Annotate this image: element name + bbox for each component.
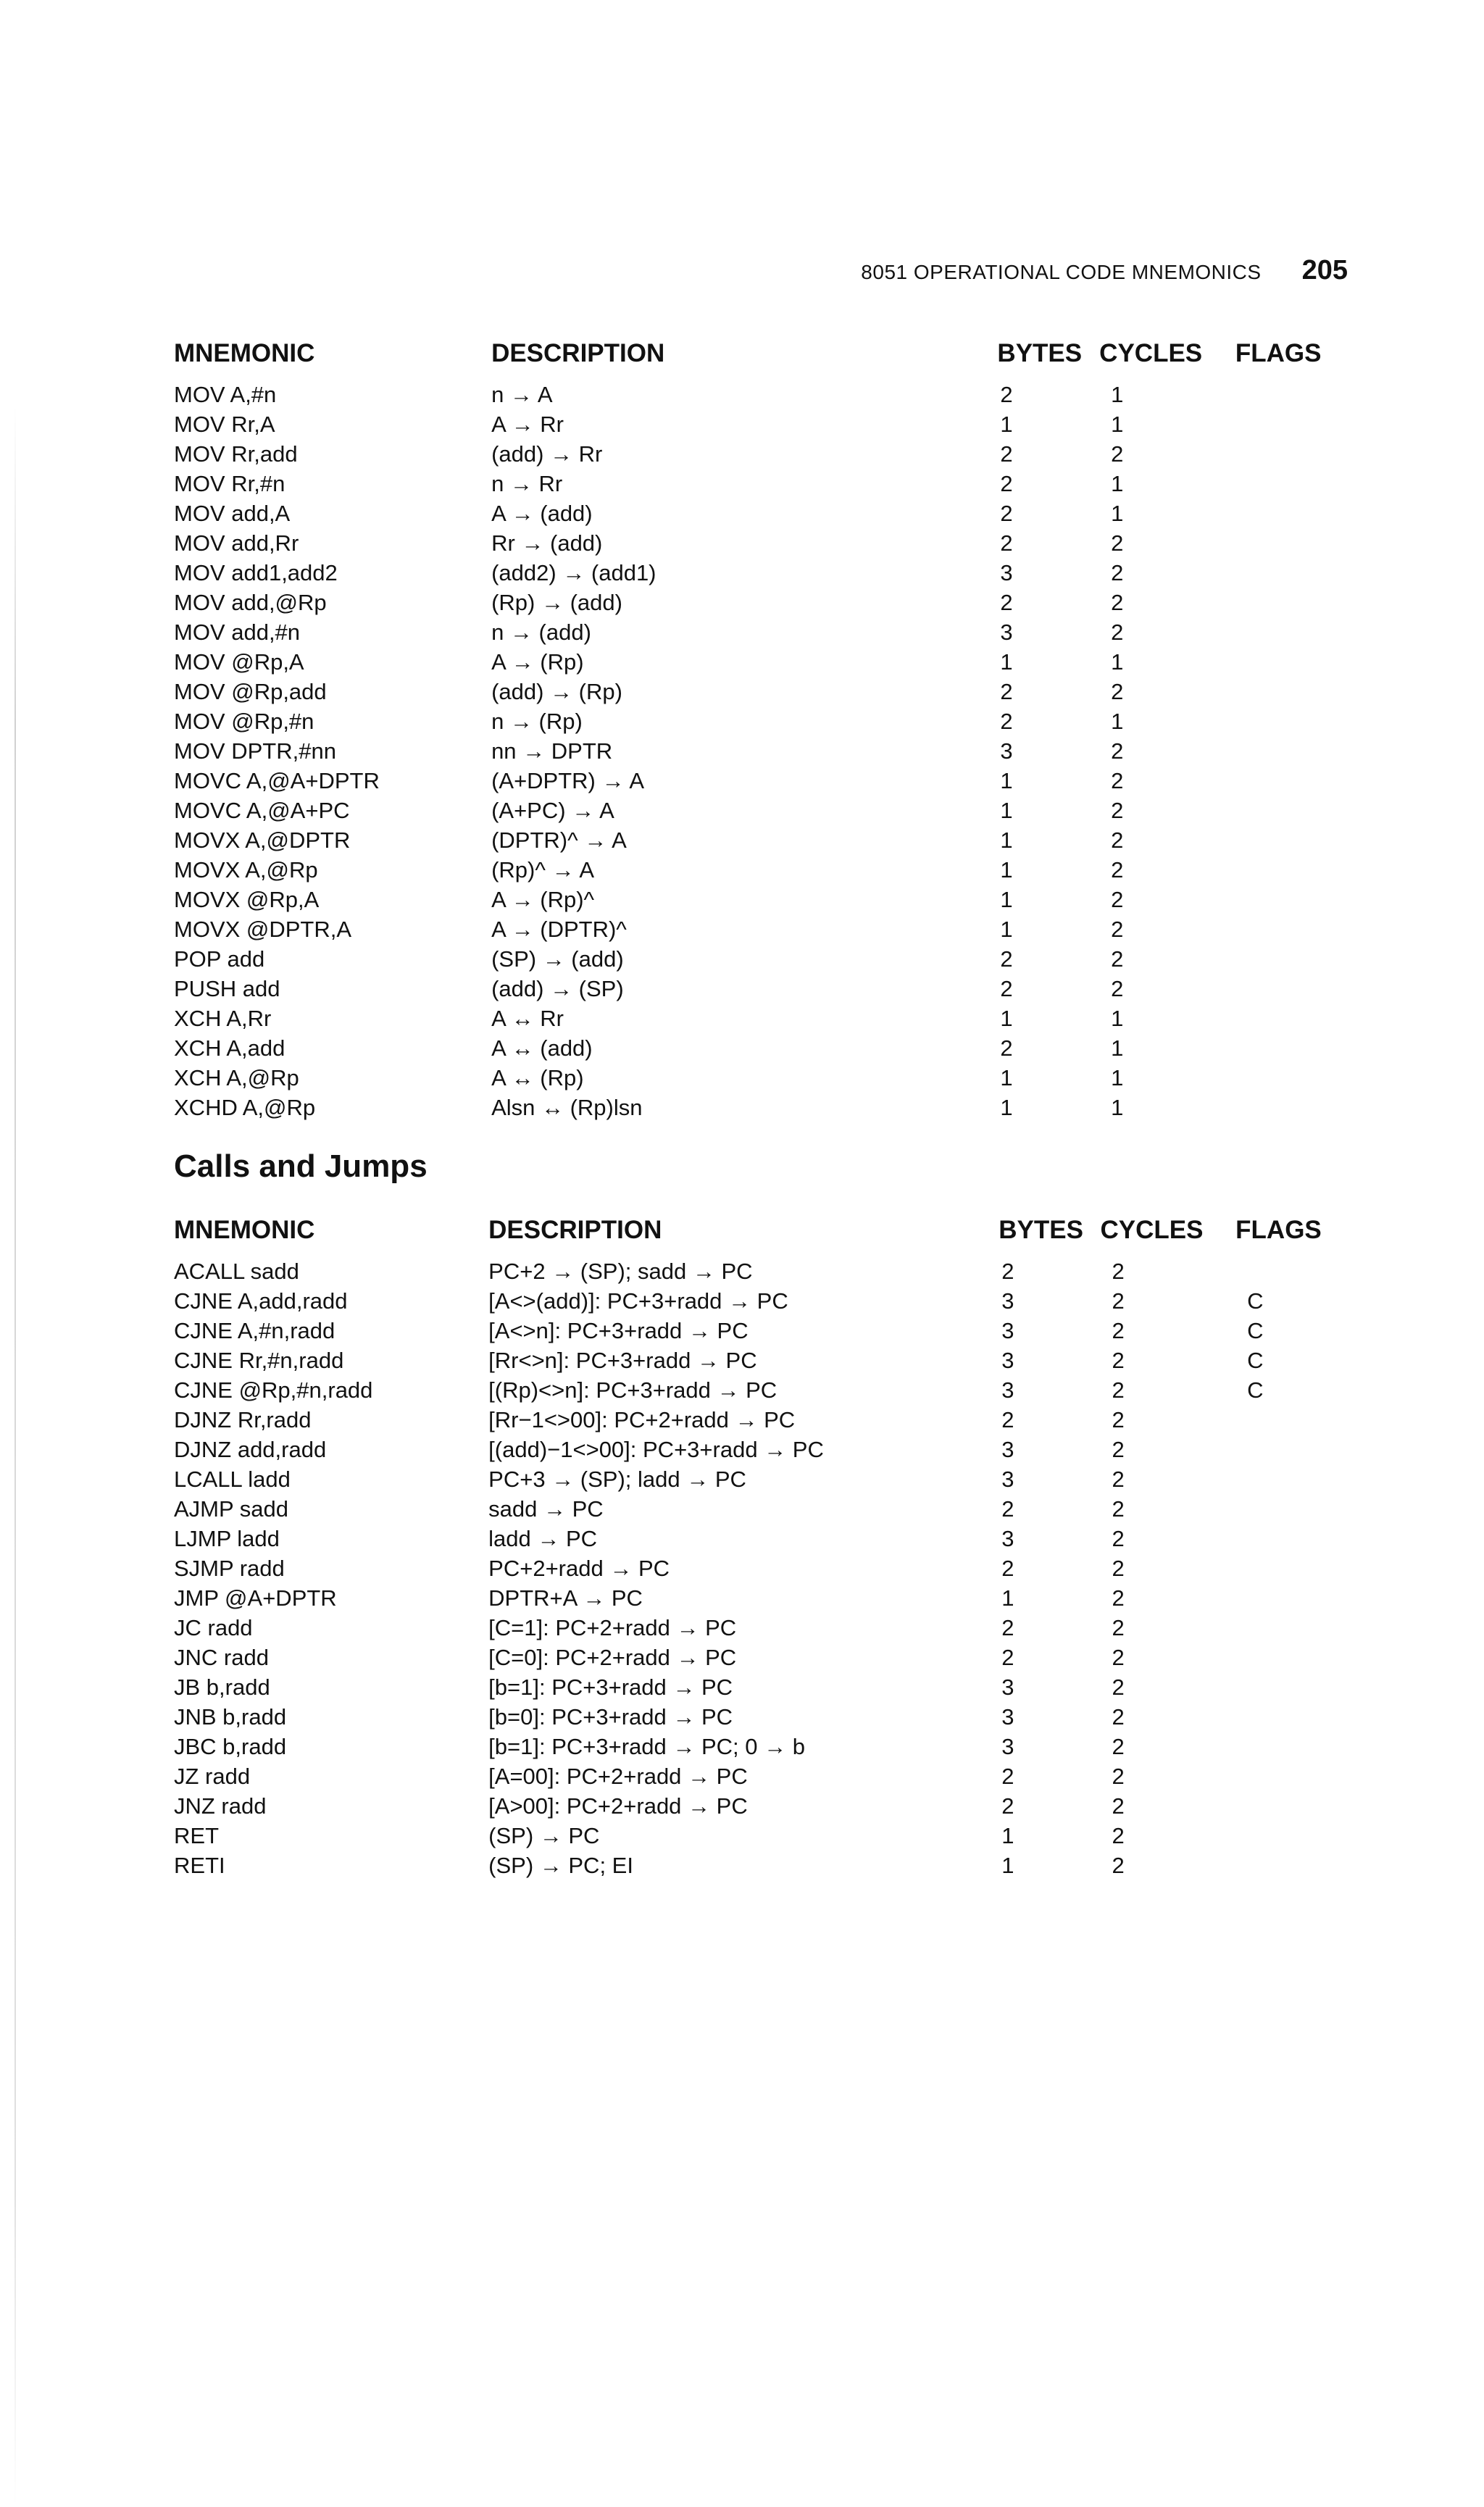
flags-cell — [1235, 1063, 1333, 1093]
flags-cell — [1235, 677, 1333, 706]
cycles-cell: 2 — [1111, 887, 1124, 912]
flags-cell — [1235, 1732, 1333, 1761]
cycles-cell: 1 — [1111, 1065, 1124, 1090]
cycles-cell: 1 — [1111, 1095, 1124, 1120]
mnemonic-cell: MOV Rr,add — [174, 441, 298, 467]
table-row — [174, 1613, 1333, 1643]
description-cell: (add) → (Rp) — [491, 679, 622, 704]
table-row — [174, 1346, 1333, 1375]
table-row — [174, 1702, 1333, 1732]
bytes-cell: 1 — [1000, 857, 1013, 883]
description-cell: [A=00]: PC+2+radd → PC — [488, 1764, 748, 1789]
bytes-cell: 3 — [1001, 1704, 1014, 1730]
mnemonic-cell: MOV add,#n — [174, 620, 301, 645]
mnemonic-cell: XCH A,add — [174, 1035, 285, 1061]
cycles-cell: 2 — [1111, 620, 1124, 645]
description-cell: ladd → PC — [488, 1526, 598, 1551]
bytes-cell: 1 — [1000, 917, 1013, 942]
description-cell: [A<>(add)]: PC+3+radd → PC — [488, 1288, 788, 1314]
mnemonic-cell: MOVC A,@A+PC — [174, 798, 350, 823]
bytes-cell: 1 — [1000, 649, 1013, 675]
table-row — [174, 1033, 1333, 1063]
cycles-cell: 2 — [1112, 1437, 1125, 1462]
table-row — [174, 1464, 1333, 1494]
flags-cell — [1235, 736, 1333, 766]
scan-edge-shadow — [14, 406, 16, 2507]
description-cell: A → (Rp)^ — [491, 887, 595, 912]
table-row — [174, 1791, 1333, 1821]
cycles-cell: 2 — [1112, 1288, 1125, 1314]
table-row — [174, 736, 1333, 766]
bytes-cell: 2 — [1001, 1496, 1014, 1522]
table-row — [174, 380, 1333, 409]
bytes-cell: 3 — [1001, 1288, 1014, 1314]
description-cell: A ↔ Rr — [491, 1006, 564, 1031]
flags-cell — [1235, 855, 1333, 885]
mnemonic-cell: PUSH add — [174, 976, 280, 1001]
column-header-bytes: BYTES — [997, 339, 1083, 367]
table-row — [174, 1851, 1333, 1880]
bytes-cell: 3 — [1001, 1526, 1014, 1551]
mnemonic-cell: MOV A,#n — [174, 382, 277, 407]
flags-cell — [1235, 528, 1333, 558]
table-row — [174, 588, 1333, 617]
flags-cell — [1235, 1405, 1333, 1435]
description-cell: Rr → (add) — [491, 530, 603, 556]
bytes-cell: 2 — [1001, 1793, 1014, 1819]
cycles-cell: 1 — [1111, 471, 1124, 496]
cycles-cell: 1 — [1111, 1035, 1124, 1061]
description-cell: (A+DPTR) → A — [491, 768, 645, 793]
mnemonic-cell: SJMP radd — [174, 1556, 285, 1581]
bytes-cell: 3 — [1001, 1674, 1014, 1700]
column-header-flags: FLAGS — [1235, 339, 1322, 367]
bytes-cell: 3 — [1001, 1348, 1014, 1373]
flags-cell — [1235, 380, 1333, 409]
flags-cell: C — [1247, 1377, 1264, 1403]
column-header-flags: FLAGS — [1235, 1216, 1322, 1244]
mnemonic-cell: MOVX @Rp,A — [174, 887, 320, 912]
description-cell: (SP) → PC — [488, 1823, 600, 1848]
bytes-cell: 3 — [1000, 620, 1013, 645]
description-cell: nn → DPTR — [491, 738, 613, 764]
description-cell: [C=0]: PC+2+radd → PC — [488, 1645, 737, 1670]
mnemonic-cell: JNC radd — [174, 1645, 269, 1670]
flags-cell — [1235, 796, 1333, 825]
cycles-cell: 2 — [1112, 1348, 1125, 1373]
flags-cell — [1235, 885, 1333, 914]
column-header-cycles: CYCLES — [1099, 339, 1203, 367]
bytes-cell: 2 — [1001, 1645, 1014, 1670]
bytes-cell: 2 — [1000, 1035, 1013, 1061]
description-cell: (DPTR)^ → A — [491, 827, 627, 853]
flags-cell — [1235, 617, 1333, 647]
table-row — [174, 825, 1333, 855]
table-body-data-move — [174, 380, 1333, 1122]
column-header-mnemonic: MNEMONIC — [174, 1216, 315, 1244]
bytes-cell: 3 — [1000, 738, 1013, 764]
flags-cell — [1235, 1524, 1333, 1553]
mnemonic-cell: JC radd — [174, 1615, 253, 1640]
cycles-cell: 2 — [1111, 768, 1124, 793]
bytes-cell: 1 — [1001, 1853, 1014, 1878]
description-cell: n → (Rp) — [491, 709, 583, 734]
description-cell: [C=1]: PC+2+radd → PC — [488, 1615, 737, 1640]
flags-cell — [1235, 499, 1333, 528]
mnemonic-cell: MOV add,Rr — [174, 530, 299, 556]
table-row — [174, 1375, 1333, 1405]
bytes-cell: 1 — [1000, 798, 1013, 823]
cycles-cell: 1 — [1111, 501, 1124, 526]
cycles-cell: 2 — [1112, 1823, 1125, 1848]
cycles-cell: 2 — [1111, 798, 1124, 823]
page-number: 205 — [1301, 255, 1348, 285]
bytes-cell: 2 — [1001, 1259, 1014, 1284]
column-header-bytes: BYTES — [999, 1216, 1083, 1244]
column-header-description: DESCRIPTION — [491, 339, 665, 367]
bytes-cell: 3 — [1001, 1467, 1014, 1492]
cycles-cell: 2 — [1111, 590, 1124, 615]
bytes-cell: 2 — [1000, 471, 1013, 496]
description-cell: [b=1]: PC+3+radd → PC; 0 → b — [488, 1734, 805, 1759]
description-cell: (SP) → (add) — [491, 946, 624, 972]
running-title: 8051 OPERATIONAL CODE MNEMONICS — [861, 261, 1262, 283]
cycles-cell: 2 — [1111, 738, 1124, 764]
bytes-cell: 3 — [1001, 1377, 1014, 1403]
flags-cell — [1235, 1583, 1333, 1613]
flags-cell — [1235, 1464, 1333, 1494]
cycles-cell: 2 — [1112, 1615, 1125, 1640]
flags-cell — [1235, 1672, 1333, 1702]
bytes-cell: 2 — [1000, 590, 1013, 615]
description-cell: A ↔ (Rp) — [491, 1065, 584, 1090]
cycles-cell: 2 — [1111, 441, 1124, 467]
cycles-cell: 1 — [1111, 1006, 1124, 1031]
flags-cell — [1235, 1791, 1333, 1821]
mnemonic-cell: MOVX @DPTR,A — [174, 917, 352, 942]
mnemonic-cell: JBC b,radd — [174, 1734, 287, 1759]
table-row — [174, 1524, 1333, 1553]
description-cell: [A<>n]: PC+3+radd → PC — [488, 1318, 749, 1343]
cycles-cell: 2 — [1112, 1467, 1125, 1492]
cycles-cell: 1 — [1111, 412, 1124, 437]
cycles-cell: 2 — [1111, 976, 1124, 1001]
table-row — [174, 1732, 1333, 1761]
column-header-cycles: CYCLES — [1100, 1216, 1204, 1244]
bytes-cell: 2 — [1000, 501, 1013, 526]
mnemonic-cell: JMP @A+DPTR — [174, 1585, 337, 1611]
bytes-cell: 1 — [1001, 1585, 1014, 1611]
bytes-cell: 3 — [1001, 1734, 1014, 1759]
mnemonic-cell: JNB b,radd — [174, 1704, 287, 1730]
cycles-cell: 2 — [1112, 1734, 1125, 1759]
running-header — [841, 255, 1348, 286]
cycles-cell: 2 — [1111, 857, 1124, 883]
description-cell: [(add)−1<>00]: PC+3+radd → PC — [488, 1437, 824, 1462]
table-row — [174, 499, 1333, 528]
mnemonic-cell: JB b,radd — [174, 1674, 270, 1700]
description-cell: (add2) → (add1) — [491, 560, 656, 585]
table-row — [174, 1643, 1333, 1672]
mnemonic-cell: MOV Rr,A — [174, 412, 275, 437]
table-row — [174, 647, 1333, 677]
description-cell: [(Rp)<>n]: PC+3+radd → PC — [488, 1377, 778, 1403]
cycles-cell: 1 — [1111, 709, 1124, 734]
mnemonic-cell: XCH A,@Rp — [174, 1065, 299, 1090]
description-cell: (Rp) → (add) — [491, 590, 622, 615]
cycles-cell: 2 — [1111, 946, 1124, 972]
mnemonic-cell: CJNE Rr,#n,radd — [174, 1348, 344, 1373]
flags-cell: C — [1247, 1288, 1264, 1314]
mnemonic-cell: JNZ radd — [174, 1793, 267, 1819]
table-body-calls-jumps — [174, 1256, 1333, 1880]
description-cell: PC+2 → (SP); sadd → PC — [488, 1259, 753, 1284]
mnemonic-cell: MOV add1,add2 — [174, 560, 338, 585]
cycles-cell: 2 — [1112, 1764, 1125, 1789]
flags-cell — [1235, 439, 1333, 469]
table-row — [174, 796, 1333, 825]
flags-cell — [1235, 1761, 1333, 1791]
flags-cell — [1235, 974, 1333, 1004]
bytes-cell: 2 — [1000, 382, 1013, 407]
section-heading: Calls and Jumps — [174, 1148, 428, 1184]
flags-cell — [1235, 558, 1333, 588]
flags-cell — [1235, 914, 1333, 944]
bytes-cell: 1 — [1000, 768, 1013, 793]
mnemonic-cell: MOVC A,@A+DPTR — [174, 768, 380, 793]
flags-cell — [1235, 825, 1333, 855]
bytes-cell: 1 — [1001, 1823, 1014, 1848]
flags-cell — [1235, 1435, 1333, 1464]
mnemonic-cell: JZ radd — [174, 1764, 251, 1789]
bytes-cell: 1 — [1000, 887, 1013, 912]
cycles-cell: 2 — [1111, 917, 1124, 942]
flags-cell — [1235, 647, 1333, 677]
flags-cell — [1235, 1613, 1333, 1643]
data-move-section — [174, 335, 1333, 1122]
table-row — [174, 1405, 1333, 1435]
bytes-cell: 2 — [1001, 1615, 1014, 1640]
description-cell: (Rp)^ → A — [491, 857, 595, 883]
cycles-cell: 2 — [1112, 1793, 1125, 1819]
description-cell: A ↔ (add) — [491, 1035, 593, 1061]
table-header-row — [174, 1211, 1333, 1256]
bytes-cell: 1 — [1000, 1095, 1013, 1120]
description-cell: PC+3 → (SP); ladd → PC — [488, 1467, 746, 1492]
description-cell: n → Rr — [491, 471, 563, 496]
table-row — [174, 885, 1333, 914]
description-cell: [b=1]: PC+3+radd → PC — [488, 1674, 733, 1700]
mnemonic-cell: CJNE @Rp,#n,radd — [174, 1377, 373, 1403]
table-row — [174, 1583, 1333, 1613]
table-row — [174, 1063, 1333, 1093]
cycles-cell: 2 — [1111, 827, 1124, 853]
bytes-cell: 2 — [1001, 1764, 1014, 1789]
flags-cell — [1235, 1643, 1333, 1672]
description-cell: [A>00]: PC+2+radd → PC — [488, 1793, 748, 1819]
bytes-cell: 2 — [1000, 679, 1013, 704]
mnemonic-cell: ACALL sadd — [174, 1259, 299, 1284]
description-cell: sadd → PC — [488, 1496, 604, 1522]
cycles-cell: 2 — [1112, 1526, 1125, 1551]
mnemonic-cell: MOVX A,@Rp — [174, 857, 318, 883]
description-cell: DPTR+A → PC — [488, 1585, 643, 1611]
flags-cell — [1235, 706, 1333, 736]
mnemonic-cell: MOVX A,@DPTR — [174, 827, 351, 853]
cycles-cell: 2 — [1112, 1496, 1125, 1522]
table-row — [174, 677, 1333, 706]
cycles-cell: 2 — [1112, 1377, 1125, 1403]
description-cell: A → (Rp) — [491, 649, 584, 675]
mnemonic-cell: RET — [174, 1823, 219, 1848]
table-header-row — [174, 335, 1333, 380]
cycles-cell: 1 — [1111, 649, 1124, 675]
bytes-cell: 1 — [1000, 412, 1013, 437]
table-row — [174, 558, 1333, 588]
bytes-cell: 2 — [1000, 709, 1013, 734]
cycles-cell: 2 — [1112, 1407, 1125, 1432]
table-row — [174, 1821, 1333, 1851]
description-cell: [Rr<>n]: PC+3+radd → PC — [488, 1348, 757, 1373]
calls-and-jumps-section — [174, 1145, 1333, 1880]
cycles-cell: 2 — [1112, 1259, 1125, 1284]
table-row — [174, 469, 1333, 499]
cycles-cell: 1 — [1111, 382, 1124, 407]
opcode-table-calls-jumps — [174, 1211, 1333, 1880]
table-row — [174, 1435, 1333, 1464]
flags-cell: C — [1247, 1318, 1264, 1343]
mnemonic-cell: XCHD A,@Rp — [174, 1095, 316, 1120]
mnemonic-cell: DJNZ Rr,radd — [174, 1407, 312, 1432]
mnemonic-cell: MOV Rr,#n — [174, 471, 285, 496]
mnemonic-cell: MOV @Rp,add — [174, 679, 327, 704]
bytes-cell: 2 — [1001, 1556, 1014, 1581]
description-cell: PC+2+radd → PC — [488, 1556, 670, 1581]
mnemonic-cell: MOV @Rp,A — [174, 649, 304, 675]
bytes-cell: 3 — [1000, 560, 1013, 585]
description-cell: (A+PC) → A — [491, 798, 614, 823]
bytes-cell: 2 — [1001, 1407, 1014, 1432]
description-cell: [Rr−1<>00]: PC+2+radd → PC — [488, 1407, 796, 1432]
cycles-cell: 2 — [1112, 1645, 1125, 1670]
table-row — [174, 1761, 1333, 1791]
cycles-cell: 2 — [1112, 1674, 1125, 1700]
mnemonic-cell: MOV @Rp,#n — [174, 709, 314, 734]
flags-cell — [1235, 1494, 1333, 1524]
table-row — [174, 855, 1333, 885]
table-row — [174, 706, 1333, 736]
cycles-cell: 2 — [1111, 560, 1124, 585]
bytes-cell: 2 — [1000, 946, 1013, 972]
table-row — [174, 409, 1333, 439]
flags-cell — [1235, 1093, 1333, 1122]
description-cell: (add) → Rr — [491, 441, 603, 467]
table-row — [174, 944, 1333, 974]
mnemonic-cell: RETI — [174, 1853, 225, 1878]
table-row — [174, 1286, 1333, 1316]
bytes-cell: 2 — [1000, 976, 1013, 1001]
mnemonic-cell: XCH A,Rr — [174, 1006, 272, 1031]
mnemonic-cell: DJNZ add,radd — [174, 1437, 327, 1462]
cycles-cell: 2 — [1112, 1585, 1125, 1611]
flags-cell — [1235, 1553, 1333, 1583]
table-row — [174, 1494, 1333, 1524]
description-cell: (add) → (SP) — [491, 976, 624, 1001]
cycles-cell: 2 — [1112, 1318, 1125, 1343]
table-row — [174, 1553, 1333, 1583]
table-row — [174, 439, 1333, 469]
description-cell: [b=0]: PC+3+radd → PC — [488, 1704, 733, 1730]
description-cell: n → A — [491, 382, 553, 407]
table-row — [174, 914, 1333, 944]
flags-cell — [1235, 766, 1333, 796]
column-header-mnemonic: MNEMONIC — [174, 339, 315, 367]
opcode-table-data-move — [174, 335, 1333, 1122]
bytes-cell: 1 — [1000, 1006, 1013, 1031]
table-row — [174, 974, 1333, 1004]
cycles-cell: 2 — [1111, 679, 1124, 704]
description-cell: A → (DPTR)^ — [491, 917, 627, 942]
mnemonic-cell: CJNE A,add,radd — [174, 1288, 348, 1314]
table-row — [174, 617, 1333, 647]
table-row — [174, 1256, 1333, 1286]
column-header-description: DESCRIPTION — [488, 1216, 662, 1244]
description-cell: (SP) → PC; EI — [488, 1853, 633, 1878]
mnemonic-cell: LCALL ladd — [174, 1467, 291, 1492]
mnemonic-cell: MOV add,@Rp — [174, 590, 327, 615]
bytes-cell: 3 — [1001, 1318, 1014, 1343]
bytes-cell: 2 — [1000, 441, 1013, 467]
mnemonic-cell: MOV DPTR,#nn — [174, 738, 336, 764]
description-cell: A → Rr — [491, 412, 564, 437]
description-cell: n → (add) — [491, 620, 591, 645]
flags-cell — [1235, 469, 1333, 499]
cycles-cell: 2 — [1112, 1704, 1125, 1730]
flags-cell — [1235, 1821, 1333, 1851]
cycles-cell: 2 — [1112, 1556, 1125, 1581]
table-row — [174, 1316, 1333, 1346]
flags-cell — [1235, 1004, 1333, 1033]
cycles-cell: 2 — [1111, 530, 1124, 556]
bytes-cell: 1 — [1000, 1065, 1013, 1090]
table-row — [174, 1672, 1333, 1702]
mnemonic-cell: AJMP sadd — [174, 1496, 288, 1522]
table-row — [174, 528, 1333, 558]
mnemonic-cell: CJNE A,#n,radd — [174, 1318, 335, 1343]
flags-cell — [1235, 1256, 1333, 1286]
flags-cell — [1235, 1702, 1333, 1732]
flags-cell: C — [1247, 1348, 1264, 1373]
flags-cell — [1235, 1851, 1333, 1880]
table-row — [174, 1004, 1333, 1033]
mnemonic-cell: POP add — [174, 946, 265, 972]
description-cell: A → (add) — [491, 501, 593, 526]
flags-cell — [1235, 588, 1333, 617]
table-row — [174, 766, 1333, 796]
description-cell: Alsn ↔ (Rp)lsn — [491, 1095, 643, 1120]
mnemonic-cell: MOV add,A — [174, 501, 291, 526]
bytes-cell: 3 — [1001, 1437, 1014, 1462]
flags-cell — [1235, 1033, 1333, 1063]
bytes-cell: 2 — [1000, 530, 1013, 556]
flags-cell — [1235, 409, 1333, 439]
mnemonic-cell: LJMP ladd — [174, 1526, 280, 1551]
bytes-cell: 1 — [1000, 827, 1013, 853]
table-row — [174, 1093, 1333, 1122]
flags-cell — [1235, 944, 1333, 974]
cycles-cell: 2 — [1112, 1853, 1125, 1878]
